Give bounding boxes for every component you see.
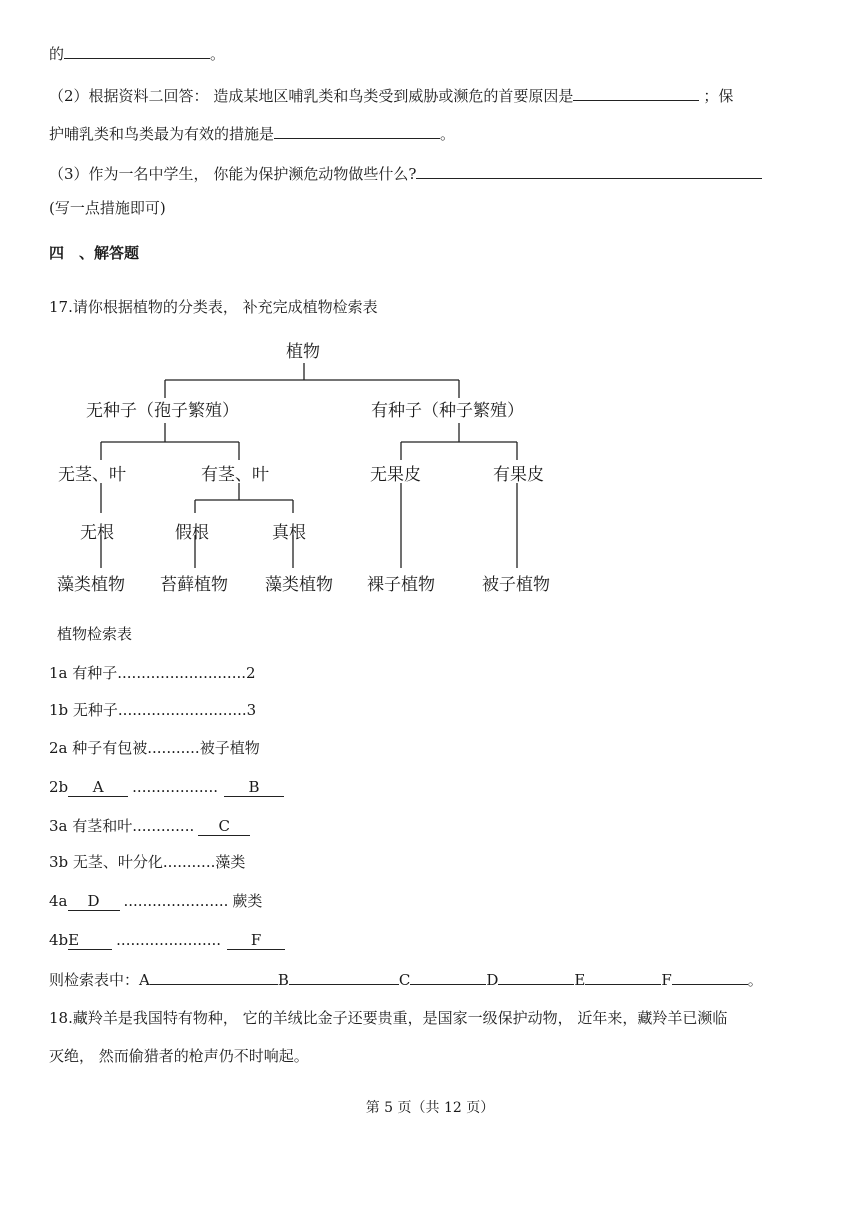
section-title-text: 四 、解答题: [49, 244, 140, 262]
key-row-1b: 1b 无种子...........................3: [49, 701, 257, 719]
key-row-4a-prefix: 4a: [49, 892, 68, 910]
blank-b[interactable]: B: [224, 778, 284, 797]
tree-node-angiosperm: 被子植物: [482, 575, 550, 595]
key-row-1a: 1a 有种子...........................2: [49, 664, 256, 682]
key-row-2a: 2a 种子有包被...........被子植物: [49, 739, 260, 757]
answer-label-b: B: [277, 971, 289, 989]
q16-part2-mid: ；保: [703, 87, 734, 105]
q16-note-text: (写一点措施即可): [49, 199, 166, 217]
answer-blank-e[interactable]: [585, 968, 661, 985]
answer-blank-c[interactable]: [410, 968, 486, 985]
key-row-2b-prefix: 2b: [49, 778, 69, 796]
key-row-4a-suffix: 蕨类: [232, 892, 263, 910]
tree-node-seed: 有种子（种子繁殖）: [371, 401, 524, 421]
q16-part2-line2-prefix: 护哺乳类和鸟类最为有效的措施是: [49, 125, 275, 143]
q17-prompt-text: 17.请你根据植物的分类表， 补充完成植物检索表: [49, 298, 378, 316]
tree-node-gymnosperm: 裸子植物: [367, 575, 435, 595]
answer-blank-a[interactable]: [150, 968, 278, 985]
key-title-text: 植物检索表: [57, 625, 133, 643]
answer-blank-d[interactable]: [498, 968, 574, 985]
tree-node-stem-leaf: 有茎、叶: [201, 465, 269, 485]
answer-label-d: D: [486, 971, 499, 989]
key-row-3b: 3b 无茎、叶分化...........藻类: [49, 853, 246, 871]
q18-line1: 18.藏羚羊是我国特有物种， 它的羊绒比金子还要贵重，是国家一级保护动物， 近年来，藏羚羊已濒临: [49, 1009, 728, 1027]
key-dots: ......................: [123, 892, 229, 910]
q16-part3-text: （3）作为一名中学生， 你能为保护濒危动物做些什么?: [49, 165, 417, 183]
q16-part2-text: （2）根据资料二回答： 造成某地区哺乳类和鸟类受到威胁或濒危的首要原因是: [49, 87, 574, 105]
answer-label-e: E: [574, 971, 586, 989]
key-row-4b: [49, 930, 285, 950]
tree-node-moss: 苔藓植物: [160, 575, 228, 595]
answer-prefix: 则检索表中：A: [49, 971, 150, 989]
tree-node-no-pericarp: 无果皮: [370, 465, 421, 485]
tree-node-pericarp: 有果皮: [493, 465, 544, 485]
answer-blank[interactable]: [64, 42, 210, 59]
q16-part3: [49, 162, 762, 184]
blank-a[interactable]: A: [68, 778, 128, 797]
section-title: [49, 243, 139, 263]
answer-blank-f[interactable]: [672, 968, 748, 985]
blank-e[interactable]: E: [68, 931, 112, 950]
answer-line: [49, 968, 763, 990]
answer-end: 。: [747, 971, 763, 989]
answer-label-c: C: [398, 971, 411, 989]
tree-node-no-stem-leaf: 无茎、叶: [58, 465, 126, 485]
blank-d[interactable]: D: [68, 892, 120, 911]
tree-node-true-root: 真根: [272, 523, 306, 543]
tree-node-root: 植物: [286, 342, 320, 362]
tree-node-algae: 藻类植物: [57, 575, 125, 595]
key-row-4a: [49, 891, 262, 911]
q18-line2: 灭绝， 然而偷猎者的枪声仍不时响起。: [49, 1047, 309, 1065]
key-title: [57, 624, 132, 644]
key-dots: ..................: [132, 778, 218, 796]
page-footer: 第 5 页（共 12 页）: [365, 1100, 495, 1116]
answer-blank-b[interactable]: [289, 968, 399, 985]
tree-node-false-root: 假根: [175, 523, 209, 543]
key-row-2b: [49, 777, 284, 797]
q16-line1: [49, 42, 225, 64]
blank-c[interactable]: C: [198, 817, 250, 836]
q17-prompt: [49, 297, 378, 317]
answer-blank[interactable]: [416, 162, 762, 179]
answer-label-f: F: [661, 971, 672, 989]
tree-node-no-root: 无根: [80, 523, 114, 543]
q16-line1-prefix: 的: [49, 45, 65, 63]
tree-node-fern: 藻类植物: [265, 575, 333, 595]
q16-line1-suffix: 。: [210, 45, 226, 63]
q16-part2-line2-suffix: 。: [440, 125, 456, 143]
q16-part3-note: [49, 198, 166, 218]
answer-blank[interactable]: [573, 84, 699, 101]
key-row-3a: [49, 816, 250, 836]
q16-part2-line2: [49, 122, 455, 144]
answer-blank[interactable]: [274, 122, 440, 139]
blank-f[interactable]: F: [227, 931, 285, 950]
q16-part2: [49, 84, 733, 106]
key-row-3a-prefix: 3a 有茎和叶.............: [49, 817, 195, 835]
tree-node-no-seed: 无种子（孢子繁殖）: [86, 401, 239, 421]
key-row-4b-prefix: 4b: [49, 931, 69, 949]
key-dots: ......................: [116, 931, 222, 949]
